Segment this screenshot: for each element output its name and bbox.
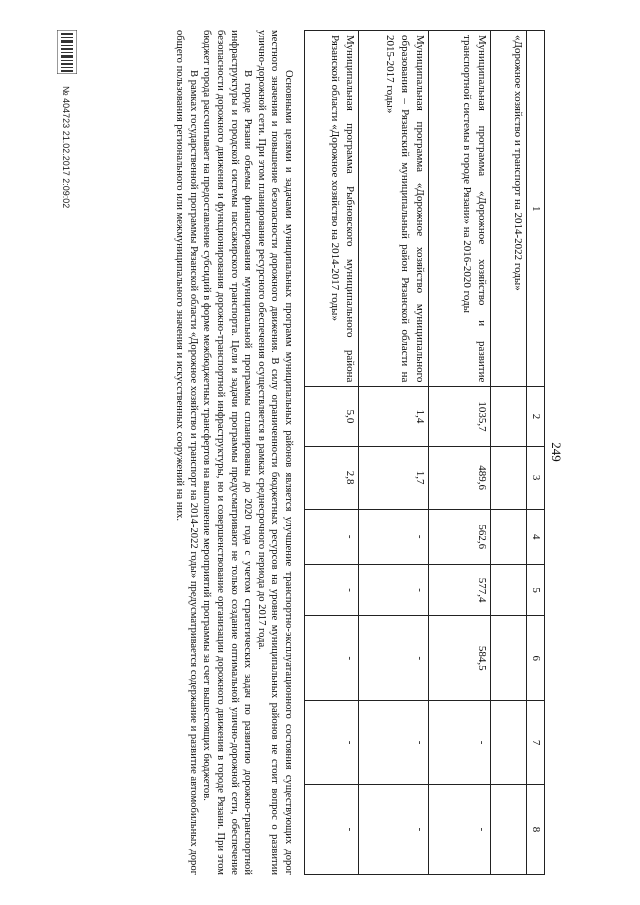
table-row [359,31,429,875]
table-cell: - [429,784,491,874]
paragraph: В городе Рязани объемы финансирования муниципальной программы спланированы до 2020 года с учетом стратегических задач по развитию дорожно-транспортной инфраструктуры и городской системы пассажирского транспорта. Цели и задачи программы предусматривают не только создание оптимальной улично-дорожной сети, обеспечение безопасности дорожного движения и функционирования дорожно-транспортной инфраструктуры, но и совершенствование организации дорожного движения в городе Рязани. При этом бюджет города рассчитывает на предоставление субсидий в форме межбюджетных трансфертов на выполнение мероприятий программы за счет вышестоящих бюджетов. [201,30,254,875]
table-cell: 1035,7 [429,387,491,446]
table-cell: 2,8 [305,446,359,509]
table-cell: - [305,784,359,874]
table-cell: 577,4 [429,564,491,615]
table-cell: - [359,784,429,874]
column-header: 1 [527,31,545,387]
page-number: 249 [549,442,564,462]
table-cell: - [359,564,429,615]
table-header-row [527,31,545,875]
table-cell: 562,6 [429,509,491,564]
table-cell: - [429,701,491,785]
table-cell: - [359,616,429,701]
body-text [173,30,295,875]
table-row [491,31,527,875]
program-name: «Дорожное хозяйство и транспорт на 2014-2022 годы» [491,31,527,387]
table-cell [491,387,527,446]
table-cell: 5,0 [305,387,359,446]
table-cell: - [305,701,359,785]
table-row [429,31,491,875]
paragraph: В рамках государственной программы Рязанской области «Дорожное хозяйство и транспорт на 2014-2022 годы» предусматривается содержание и развитие автомобильных дорог общего пользования регионального или межмуниципального значения и искусственных сооружений на них. [174,30,199,875]
rotated-content [45,30,545,875]
document-footer [53,30,77,875]
table-cell: - [359,701,429,785]
table-row [305,31,359,875]
column-header: 8 [527,784,545,874]
document-id: № 404723 21.02.2017 2:09:02 [61,86,71,209]
column-header: 6 [527,616,545,701]
column-header: 5 [527,564,545,615]
table-cell: - [305,509,359,564]
column-header: 7 [527,701,545,785]
program-name: Муниципальная программа «Дорожное хозяйство и развитие транспортной системы в городе Рязани» на 2016-2020 годы [429,31,491,387]
barcode-stamp-icon [57,30,77,74]
program-name: Муниципальная программа Рыбновского муниципального района Рязанской области «Дорожное хозяйство на 2014-2017 годы» [305,31,359,387]
table-cell: 1,4 [359,387,429,446]
table-cell [491,509,527,564]
paragraph: Основными целями и задачами муниципальных программ муниципальных районов является улучшение транспортно-эксплуатационного состояния существующих дорог местного значения и повышение безопасности дорожного движения. В силу ограниченности бюджетных ресурсов на уровне муниципальных районов не стоит вопрос о развитии улично-дорожной сети. При этом планирование ресурсного обеспечения осуществляется в рамках среднесрочного периода до 2017 года. [255,30,294,875]
column-header: 4 [527,509,545,564]
table-cell: 489,6 [429,446,491,509]
table-cell [491,784,527,874]
table-cell [491,701,527,785]
table-cell [491,446,527,509]
table-cell: - [305,616,359,701]
table-cell: 1,7 [359,446,429,509]
program-name: Муниципальная программа «Дорожное хозяйство муниципального образования – Рязанский муниципальный район Рязанской области на 2015-2017 годы» [359,31,429,387]
column-header: 3 [527,446,545,509]
column-header: 2 [527,387,545,446]
table-cell: - [305,564,359,615]
table-cell: - [359,509,429,564]
table-cell [491,616,527,701]
table-cell [491,564,527,615]
financing-table [304,30,545,875]
table-cell: 584,5 [429,616,491,701]
